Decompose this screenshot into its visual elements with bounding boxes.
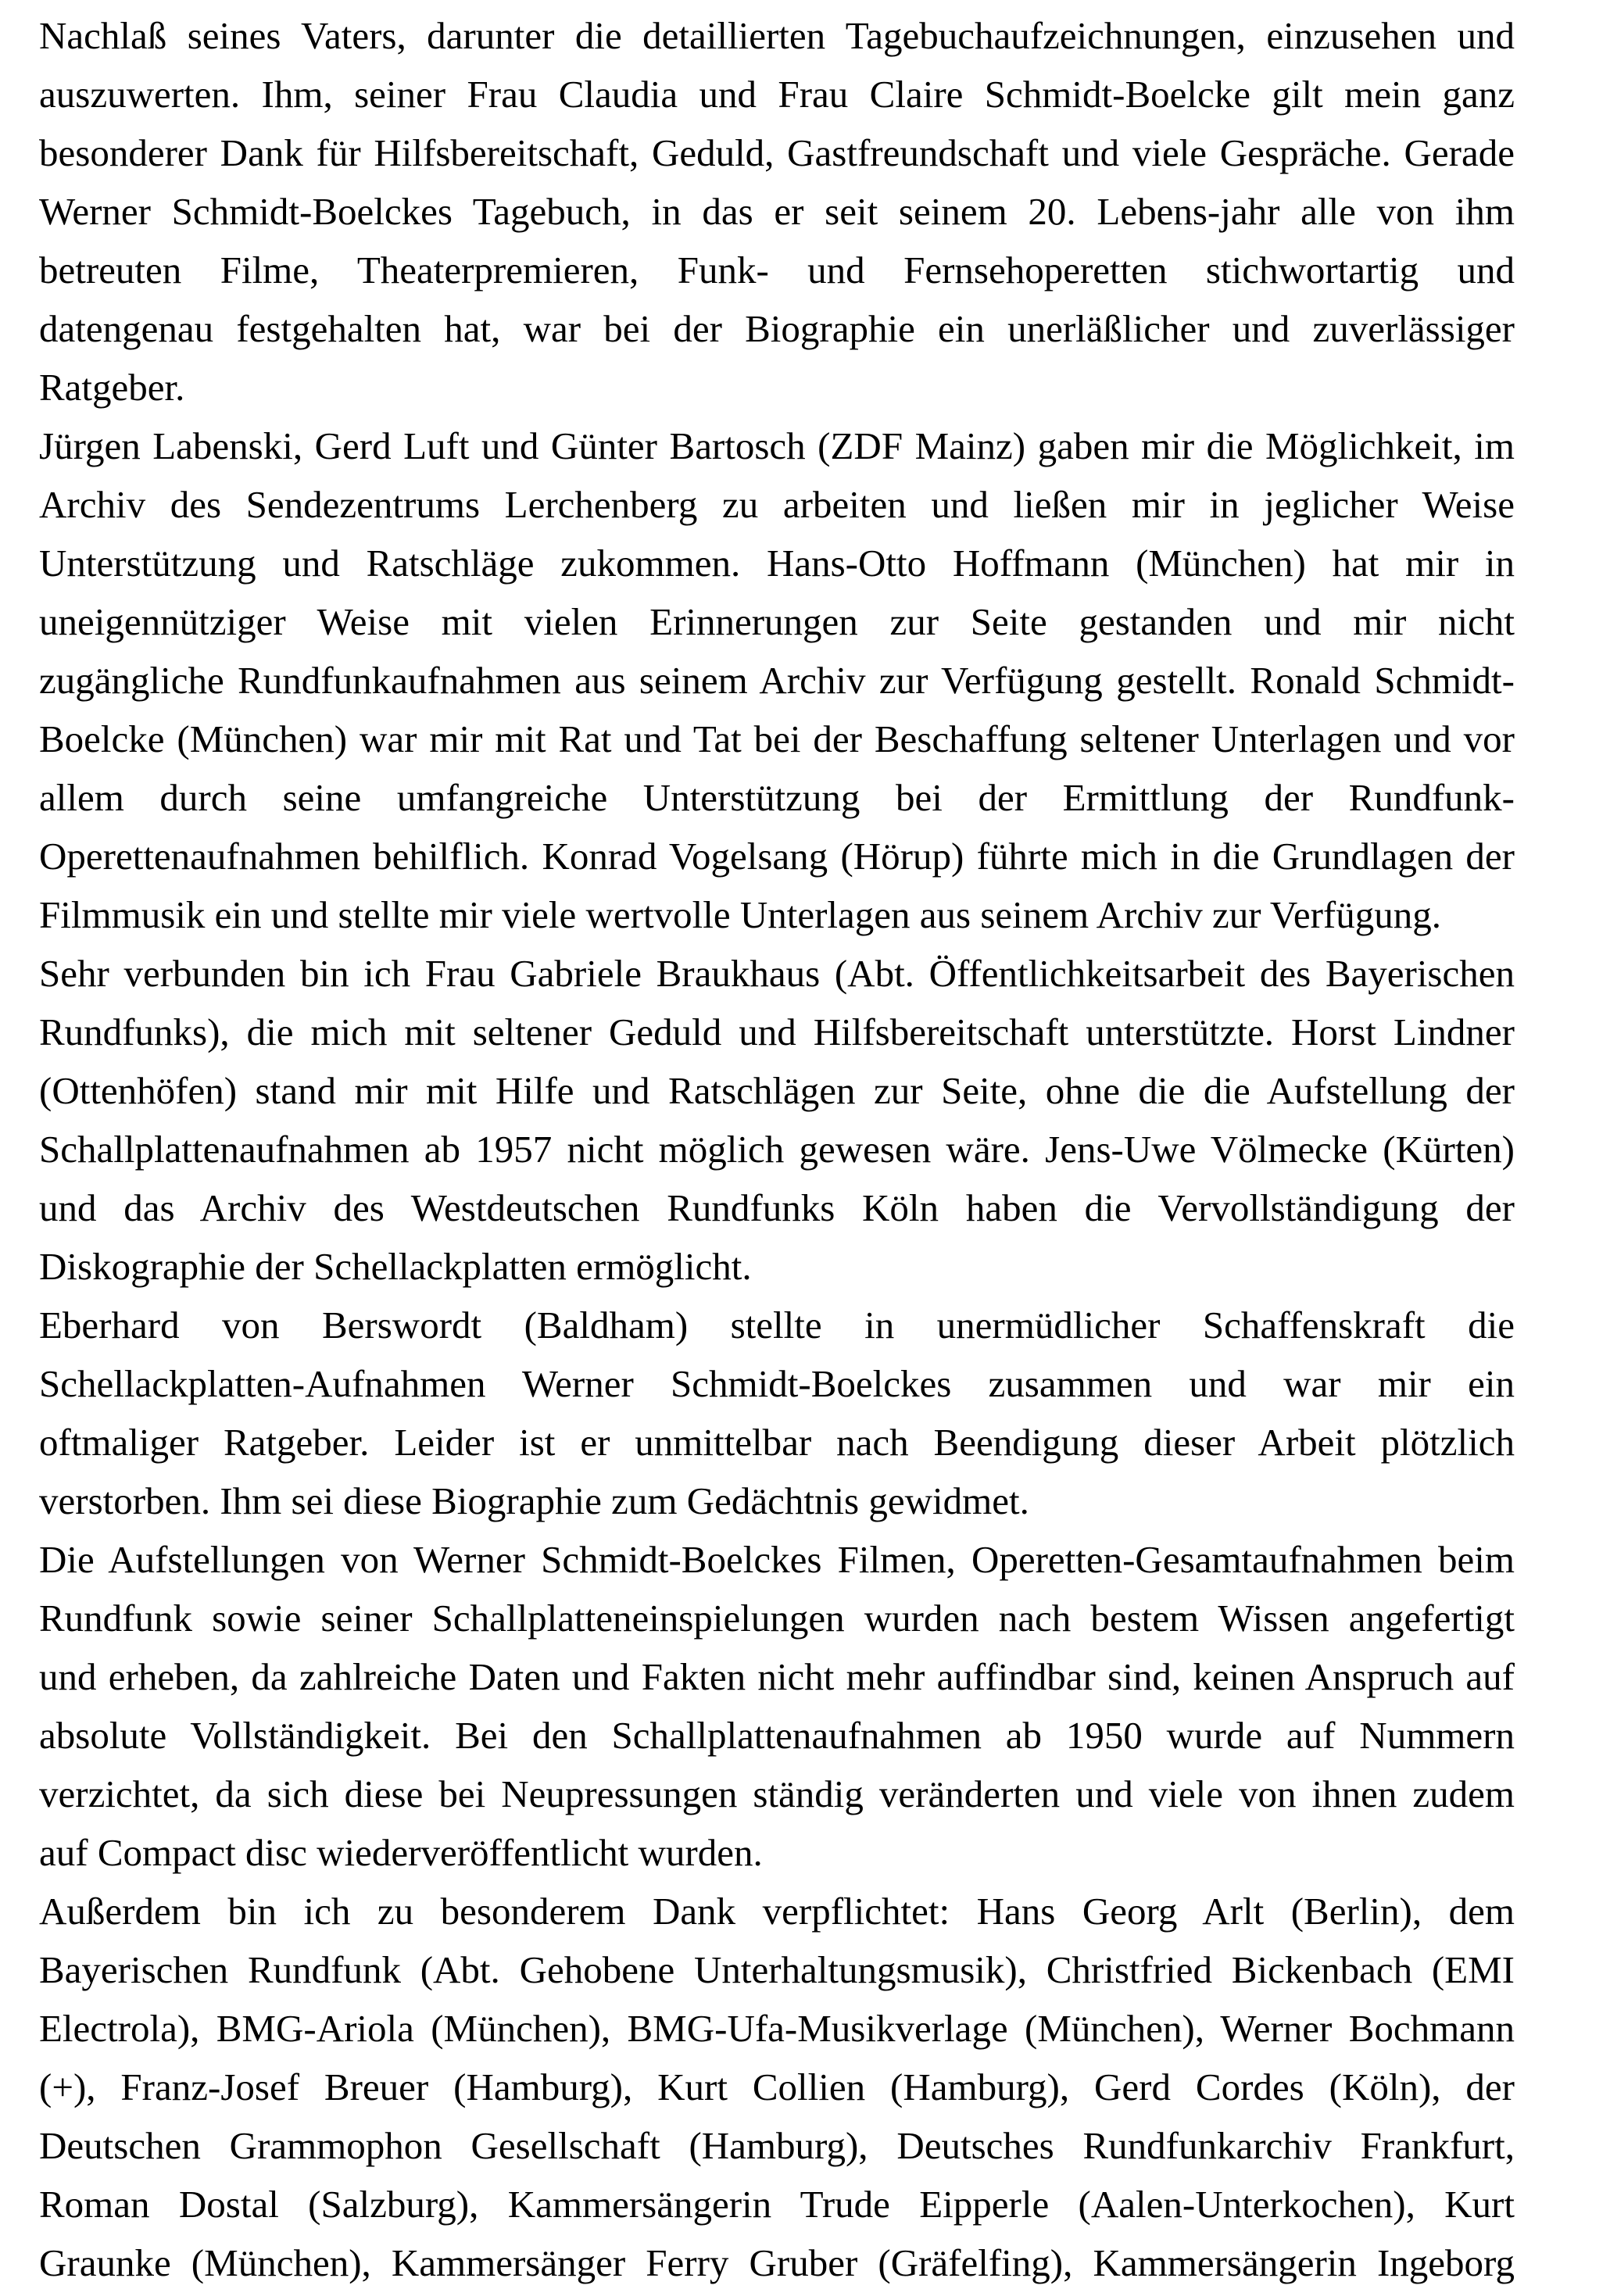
paragraph-3 bbox=[39, 944, 1515, 1296]
paragraph-2 bbox=[39, 417, 1515, 944]
text-line: Nachlaß seines Vaters, darunter die detaillierten Tagebuchaufzeichnungen, einzusehen und bbox=[39, 14, 1515, 57]
text-line: Ratgeber. bbox=[39, 366, 185, 409]
text-line: uneigennütziger Weise mit vielen Erinnerungen zur Seite gestanden und mir nicht bbox=[39, 600, 1515, 643]
text-line: besonderer Dank für Hilfsbereitschaft, Geduld, Gastfreundschaft und viele Gespräche. Gerade bbox=[39, 131, 1515, 174]
text-line: (+), Franz-Josef Breuer (Hamburg), Kurt Collien (Hamburg), Gerd Cordes (Köln), der bbox=[39, 2065, 1515, 2108]
text-line: Schallplattenaufnahmen ab 1957 nicht möglich gewesen wäre. Jens-Uwe Völmecke (Kürten) bbox=[39, 1128, 1515, 1171]
paragraph-6 bbox=[39, 1882, 1515, 2292]
text-line: Schellackplatten-Aufnahmen Werner Schmidt-Boelckes zusammen und war mir ein bbox=[39, 1362, 1515, 1405]
text-line: verstorben. Ihm sei diese Biographie zum Gedächtnis gewidmet. bbox=[39, 1479, 1029, 1522]
paragraph-4 bbox=[39, 1296, 1515, 1530]
text-line: auf Compact disc wiederveröffentlicht wurden. bbox=[39, 1831, 763, 1874]
text-line: Bayerischen Rundfunk (Abt. Gehobene Unterhaltungsmusik), Christfried Bickenbach (EMI bbox=[39, 1948, 1515, 1991]
paragraph-1 bbox=[39, 6, 1515, 417]
text-line: (Ottenhöfen) stand mir mit Hilfe und Ratschlägen zur Seite, ohne die die Aufstellung der bbox=[39, 1069, 1515, 1112]
text-line: Deutschen Grammophon Gesellschaft (Hamburg), Deutsches Rundfunkarchiv Frankfurt, bbox=[39, 2124, 1515, 2167]
text-line: oftmaliger Ratgeber. Leider ist er unmittelbar nach Beendigung dieser Arbeit plötzlich bbox=[39, 1421, 1515, 1464]
text-line: absolute Vollständigkeit. Bei den Schallplattenaufnahmen ab 1950 wurde auf Nummern bbox=[39, 1714, 1515, 1757]
text-line: verzichtet, da sich diese bei Neupressungen ständig veränderten und viele von ihnen zudem bbox=[39, 1772, 1515, 1815]
text-line: Werner Schmidt-Boelckes Tagebuch, in das er seit seinem 20. Lebens-jahr alle von ihm bbox=[39, 190, 1515, 233]
text-line: und erheben, da zahlreiche Daten und Fakten nicht mehr auffindbar sind, keinen Anspruch auf bbox=[39, 1655, 1515, 1698]
text-line: Roman Dostal (Salzburg), Kammersängerin Trude Eipperle (Aalen-Unterkochen), Kurt bbox=[39, 2183, 1515, 2226]
text-line: Außerdem bin ich zu besonderem Dank verpflichtet: Hans Georg Arlt (Berlin), dem bbox=[39, 1890, 1515, 1933]
paragraph-5 bbox=[39, 1530, 1515, 1882]
text-line: Graunke (München), Kammersänger Ferry Gruber (Gräfelfing), Kammersängerin Ingeborg bbox=[39, 2241, 1515, 2284]
document-page bbox=[39, 6, 1515, 2292]
text-line: betreuten Filme, Theaterpremieren, Funk- und Fernsehoperetten stichwortartig und bbox=[39, 249, 1515, 291]
text-line: Operettenaufnahmen behilflich. Konrad Vogelsang (Hörup) führte mich in die Grundlagen der bbox=[39, 835, 1515, 878]
text-line: Unterstützung und Ratschläge zukommen. Hans-Otto Hoffmann (München) hat mir in bbox=[39, 542, 1515, 585]
text-line: Electrola), BMG-Ariola (München), BMG-Ufa-Musikverlage (München), Werner Bochmann bbox=[39, 2007, 1515, 2050]
text-line: datengenau festgehalten hat, war bei der Biographie ein unerläßlicher und zuverlässiger bbox=[39, 307, 1515, 350]
text-line: auszuwerten. Ihm, seiner Frau Claudia und Frau Claire Schmidt-Boelcke gilt mein ganz bbox=[39, 73, 1515, 116]
text-line: Die Aufstellungen von Werner Schmidt-Boelckes Filmen, Operetten-Gesamtaufnahmen beim bbox=[39, 1538, 1515, 1581]
text-line: und das Archiv des Westdeutschen Rundfunks Köln haben die Vervollständigung der bbox=[39, 1186, 1515, 1229]
text-line: zugängliche Rundfunkaufnahmen aus seinem Archiv zur Verfügung gestellt. Ronald Schmidt- bbox=[39, 659, 1515, 702]
text-line: Filmmusik ein und stellte mir viele wertvolle Unterlagen aus seinem Archiv zur Verfügung. bbox=[39, 893, 1442, 936]
text-line: Eberhard von Berswordt (Baldham) stellte in unermüdlicher Schaffenskraft die bbox=[39, 1304, 1515, 1346]
text-line: allem durch seine umfangreiche Unterstützung bei der Ermittlung der Rundfunk- bbox=[39, 776, 1515, 819]
text-line: Rundfunks), die mich mit seltener Geduld und Hilfsbereitschaft unterstützte. Horst Lindner bbox=[39, 1010, 1515, 1053]
text-line: Boelcke (München) war mir mit Rat und Tat bei der Beschaffung seltener Unterlagen und vor bbox=[39, 717, 1515, 760]
text-line: Archiv des Sendezentrums Lerchenberg zu arbeiten und ließen mir in jeglicher Weise bbox=[39, 483, 1515, 526]
text-line: Rundfunk sowie seiner Schallplatteneinspielungen wurden nach bestem Wissen angefertigt bbox=[39, 1597, 1515, 1640]
text-line: Diskographie der Schellackplatten ermöglicht. bbox=[39, 1245, 752, 1288]
text-line: Jürgen Labenski, Gerd Luft und Günter Bartosch (ZDF Mainz) gaben mir die Möglichkeit, im bbox=[39, 424, 1515, 467]
text-line: Sehr verbunden bin ich Frau Gabriele Braukhaus (Abt. Öffentlichkeitsarbeit des Bayerischen bbox=[39, 952, 1515, 995]
